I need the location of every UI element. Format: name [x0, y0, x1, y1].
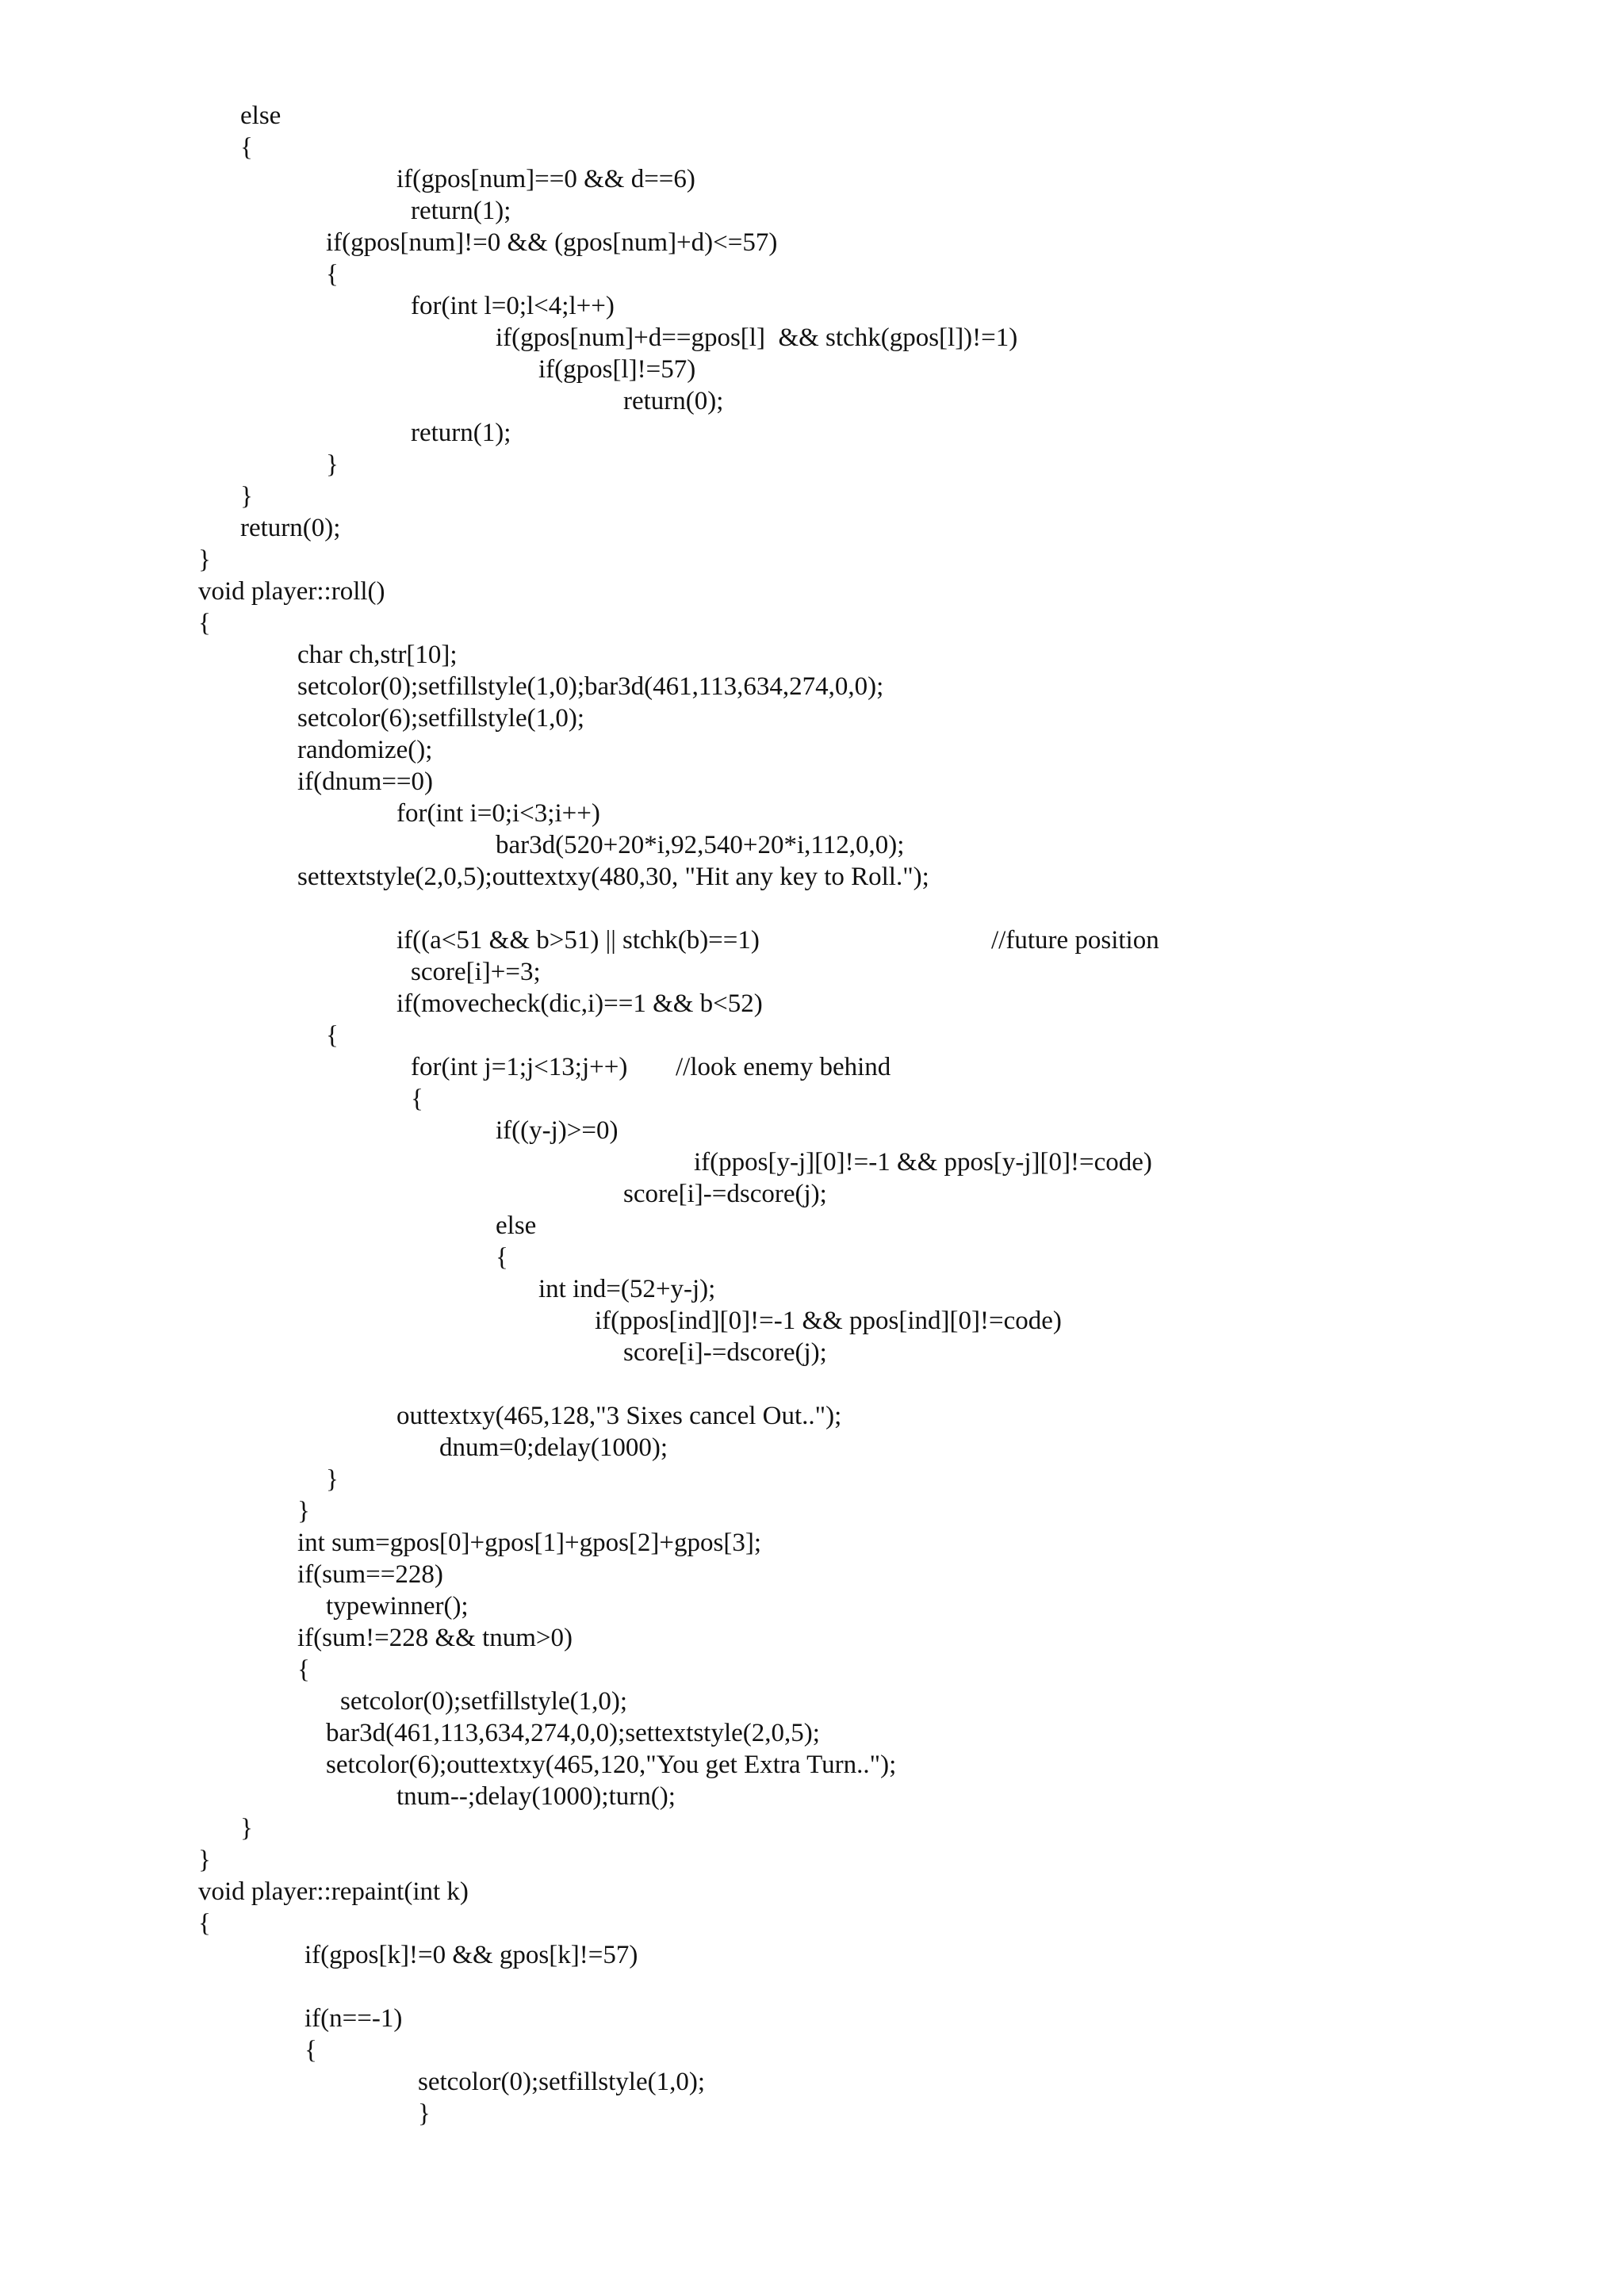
code-line: if(sum!=228 && tnum>0)	[297, 1624, 573, 1652]
code-line: outtextxy(465,128,"3 Sixes cancel Out..");	[396, 1402, 842, 1430]
code-line: return(0);	[240, 514, 341, 542]
code-line: char ch,str[10];	[297, 641, 458, 669]
code-line: if(gpos[l]!=57)	[538, 355, 696, 384]
code-line: for(int j=1;j<13;j++)	[411, 1053, 628, 1081]
code-line: if((y-j)>=0)	[496, 1116, 619, 1145]
code-line: {	[326, 1021, 339, 1050]
code-line: if(gpos[num]==0 && d==6)	[396, 165, 695, 193]
code-line: else	[240, 101, 282, 130]
code-line: }	[240, 1814, 253, 1843]
code-line: dnum=0;delay(1000);	[439, 1433, 668, 1462]
code-line: if((a<51 && b>51) || stchk(b)==1)	[396, 926, 760, 955]
code-line: randomize();	[297, 736, 433, 764]
code-line: if(dnum==0)	[297, 767, 434, 796]
code-line: return(1);	[411, 419, 511, 447]
code-line: setcolor(0);setfillstyle(1,0);bar3d(461,113,634,274,0,0);	[297, 672, 884, 701]
code-line: else	[496, 1211, 537, 1240]
code-line: setcolor(6);setfillstyle(1,0);	[297, 704, 584, 733]
code-line: if(ppos[ind][0]!=-1 && ppos[ind][0]!=code)	[595, 1307, 1062, 1335]
code-line: {	[240, 133, 253, 162]
code-line: if(gpos[k]!=0 && gpos[k]!=57)	[304, 1941, 638, 1969]
code-line: }	[240, 482, 253, 511]
code-line: }	[297, 1497, 310, 1525]
code-line: void player::roll()	[198, 577, 385, 606]
code-line: {	[411, 1085, 423, 1113]
code-line: if(movecheck(dic,i)==1 && b<52)	[396, 989, 763, 1018]
code-line: int sum=gpos[0]+gpos[1]+gpos[2]+gpos[3];	[297, 1529, 761, 1557]
code-line: for(int l=0;l<4;l++)	[411, 292, 615, 320]
code-line: return(0);	[623, 387, 724, 415]
code-line: if(gpos[num]+d==gpos[l] && stchk(gpos[l])!=1)	[496, 323, 1018, 352]
code-line: {	[198, 1909, 211, 1938]
code-line: int ind=(52+y-j);	[538, 1275, 716, 1303]
code-line: if(n==-1)	[304, 2004, 403, 2033]
code-line: {	[304, 2036, 317, 2064]
code-line: bar3d(520+20*i,92,540+20*i,112,0,0);	[496, 831, 905, 859]
code-line: }	[198, 545, 211, 574]
code-comment: //look enemy behind	[676, 1053, 891, 1081]
code-line: }	[326, 450, 339, 479]
code-line: {	[198, 609, 211, 637]
code-line: score[i]+=3;	[411, 958, 541, 986]
code-line: score[i]-=dscore(j);	[623, 1338, 827, 1367]
code-line: bar3d(461,113,634,274,0,0);settextstyle(2,0,5);	[326, 1719, 820, 1747]
code-comment: //future position	[991, 926, 1159, 955]
code-line: setcolor(0);setfillstyle(1,0);	[418, 2068, 705, 2096]
code-line: }	[198, 1846, 211, 1874]
code-line: setcolor(6);outtextxy(465,120,"You get Extra Turn..");	[326, 1751, 897, 1779]
code-line: }	[326, 1465, 339, 1494]
code-line: if(sum==228)	[297, 1560, 443, 1589]
code-line: return(1);	[411, 197, 511, 225]
code-line: settextstyle(2,0,5);outtextxy(480,30, "Hit any key to Roll.");	[297, 863, 929, 891]
code-line: void player::repaint(int k)	[198, 1877, 469, 1906]
code-line: {	[297, 1655, 310, 1684]
code-line: {	[326, 260, 339, 289]
code-line: if(gpos[num]!=0 && (gpos[num]+d)<=57)	[326, 228, 778, 257]
code-line: }	[418, 2099, 431, 2128]
code-line: {	[496, 1243, 508, 1272]
code-line: typewinner();	[326, 1592, 469, 1621]
code-line: score[i]-=dscore(j);	[623, 1180, 827, 1208]
code-line: setcolor(0);setfillstyle(1,0);	[340, 1687, 627, 1716]
code-line: tnum--;delay(1000);turn();	[396, 1782, 676, 1811]
code-line: if(ppos[y-j][0]!=-1 && ppos[y-j][0]!=code)	[694, 1148, 1152, 1177]
code-line: for(int i=0;i<3;i++)	[396, 799, 600, 828]
